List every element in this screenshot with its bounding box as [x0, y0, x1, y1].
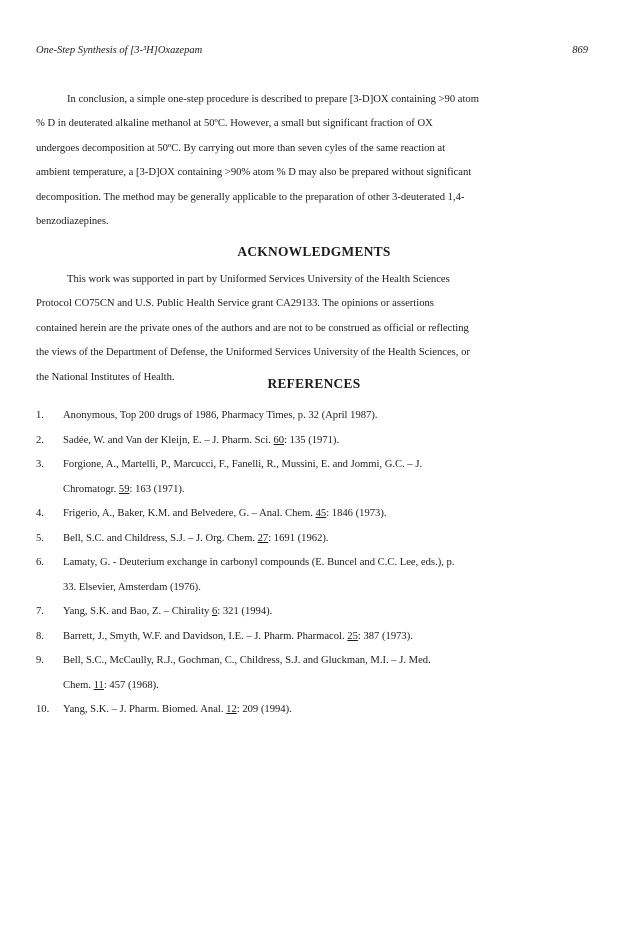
reference-text: Sadée, W. and Van der Kleijn, E. – J. Pharm. Sci. 60: 135 (1971).: [63, 434, 340, 446]
reference-text: Anonymous, Top 200 drugs of 1986, Pharmacy Times, p. 32 (April 1987).: [63, 410, 378, 421]
text-line: % D in deuterated alkaline methanol at 50ºC. However, a small but significant fraction of OX: [36, 118, 433, 130]
volume-number: 60: [273, 434, 285, 446]
reference-text: Yang, S.K. – J. Pharm. Biomed. Anal. 12: 209 (1994).: [63, 704, 292, 715]
reference-item: [36, 698, 596, 723]
reference-number: 6.: [36, 557, 44, 568]
reference-text: Bell, S.C. and Childress, S.J. – J. Org. Chem. 27: 1691 (1962).: [63, 532, 329, 544]
reference-number: 7.: [36, 606, 44, 617]
text-line: contained herein are the private ones of the authors and are not to be construed as official or reflecting: [36, 322, 469, 334]
volume-number: 27: [257, 532, 269, 544]
volume-number: 11: [93, 679, 104, 691]
reference-text-continued: 33. Elsevier, Amsterdam (1976).: [63, 581, 201, 593]
reference-item: [36, 551, 596, 600]
text-line: undergoes decomposition at 50ºC. By carrying out more than seven cyles of the same reaction at: [36, 142, 446, 154]
text-line: In conclusion, a simple one-step procedure is described to prepare [3-D]OX containing >90 atom: [67, 94, 479, 105]
reference-number: 9.: [36, 655, 44, 666]
reference-text: Forgione, A., Martelli, P., Marcucci, F., Fanelli, R., Mussini, E. and Jommi, G.C. – J.: [63, 459, 423, 470]
reference-item: [36, 502, 596, 527]
text-line: decomposition. The method may be generally applicable to the preparation of other 3-deuterated 1,4-: [36, 191, 465, 203]
acknowledgments-heading: ACKNOWLEDGMENTS: [237, 244, 391, 259]
reference-list: [36, 404, 596, 723]
reference-number: 1.: [36, 410, 44, 421]
reference-number: 4.: [36, 508, 44, 519]
reference-text: Barrett, J., Smyth, W.F. and Davidson, I.E. – J. Pharm. Pharmacol. 25: 387 (1973).: [63, 630, 413, 642]
text-line: This work was supported in part by Uniformed Services University of the Health Sciences: [67, 274, 450, 285]
reference-text: Yang, S.K. and Bao, Z. – Chirality 6: 321 (1994).: [63, 606, 273, 617]
reference-item: [36, 527, 596, 552]
page-number: 869: [572, 45, 588, 56]
text-line: Protocol CO75CN and U.S. Public Health Service grant CA29133. The opinions or assertions: [36, 298, 434, 310]
reference-text-continued: Chem. 11: 457 (1968).: [63, 679, 159, 691]
reference-item: [36, 404, 596, 429]
text-line: the National Institutes of Health.: [36, 371, 175, 383]
text-line: the views of the Department of Defense, the Uniformed Services University of the Health Sciences, or: [36, 347, 470, 359]
volume-number: 12: [226, 704, 237, 715]
reference-number: 8.: [36, 630, 44, 642]
running-head-title: One-Step Synthesis of [3-³H]Oxazepam: [36, 45, 203, 56]
reference-text: Lamaty, G. - Deuterium exchange in carbonyl compounds (E. Buncel and C.C. Lee, eds.), p.: [63, 557, 455, 568]
reference-text-continued: Chromatogr. 59: 163 (1971).: [63, 483, 185, 495]
volume-number: 25: [347, 630, 358, 642]
acknowledgments-paragraph: [36, 268, 566, 390]
volume-number: 59: [118, 483, 130, 495]
reference-number: 5.: [36, 532, 44, 544]
reference-number: 2.: [36, 434, 44, 446]
volume-number: 45: [315, 508, 327, 519]
conclusion-paragraph: [36, 88, 566, 234]
references-heading: REFERENCES: [267, 376, 361, 391]
reference-item: [36, 649, 596, 698]
reference-text: Frigerio, A., Baker, K.M. and Belvedere, G. – Anal. Chem. 45: 1846 (1973).: [63, 508, 387, 519]
reference-item: [36, 600, 596, 625]
reference-item: [36, 429, 596, 454]
text-line: benzodiazepines.: [36, 216, 109, 228]
reference-item: [36, 625, 596, 650]
reference-item: [36, 453, 596, 502]
reference-number: 10.: [36, 704, 50, 715]
reference-text: Bell, S.C., McCaully, R.J., Gochman, C., Childress, S.J. and Gluckman, M.I. – J. Med.: [63, 655, 431, 666]
running-head: [36, 45, 588, 59]
volume-number: 6: [212, 606, 218, 617]
reference-number: 3.: [36, 459, 44, 470]
text-line: ambient temperature, a [3-D]OX containing >90% atom % D may also be prepared without significant: [36, 167, 472, 179]
